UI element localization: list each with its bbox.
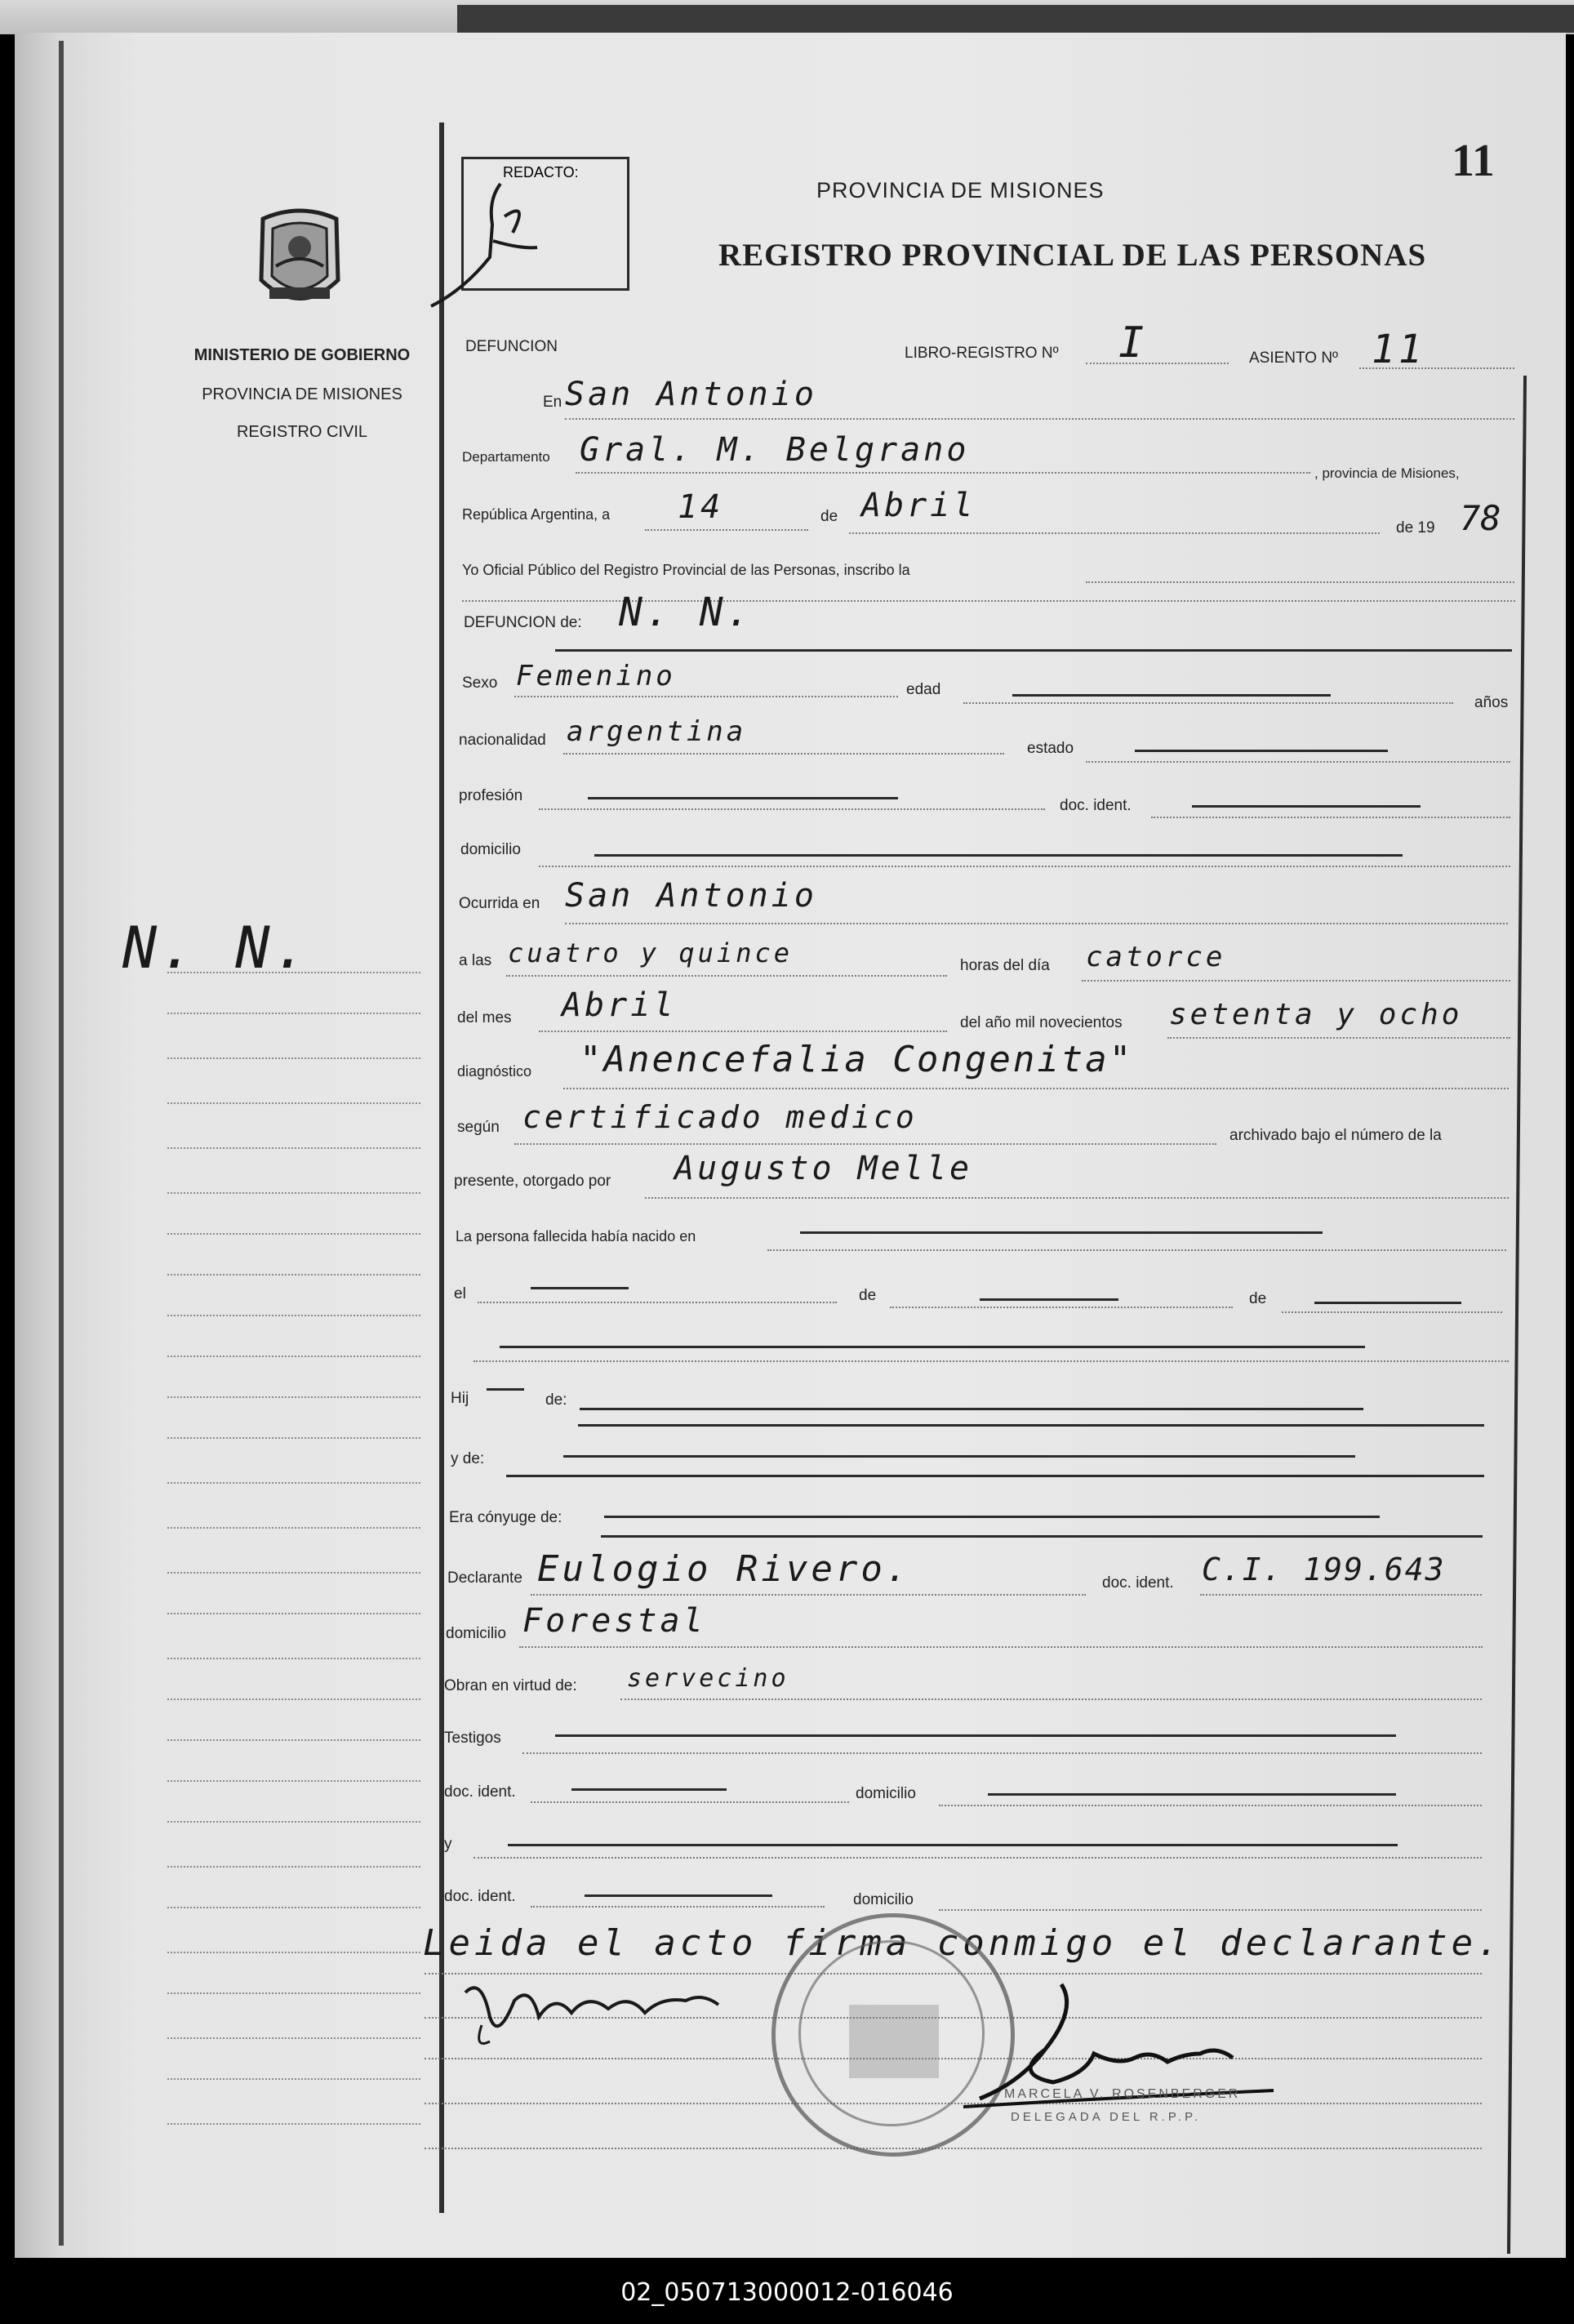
doc-ident-label: doc. ident. <box>1060 797 1132 814</box>
redacto-label: REDACTO: <box>503 164 579 180</box>
declarante-label: Declarante <box>447 1569 522 1587</box>
a-las-label: a las <box>459 952 492 969</box>
a-las-value: cuatro y quince <box>508 937 793 968</box>
domicilio-label: domicilio <box>460 841 521 858</box>
obran-label: Obran en virtud de: <box>444 1677 577 1694</box>
page-binding <box>59 41 64 2246</box>
asiento-label: ASIENTO Nº <box>1249 349 1338 367</box>
domicilio-label-2: domicilio <box>446 1625 506 1642</box>
redacto-initials-icon <box>415 167 570 323</box>
province-title: PROVINCIA DE MISIONES <box>816 178 1105 203</box>
sexo-value: Femenino <box>516 660 676 692</box>
domicilio-value: Forestal <box>522 1602 706 1640</box>
nacionalidad-label: nacionalidad <box>459 732 546 749</box>
nacionalidad-value: argentina <box>567 715 747 748</box>
republica-label: República Argentina, a <box>462 506 611 523</box>
en-value: San Antonio <box>565 376 817 413</box>
asiento-value: 11 <box>1372 327 1425 372</box>
redacto-box <box>461 157 629 291</box>
obran-value: servecino <box>627 1664 789 1693</box>
oficial-text: Yo Oficial Público del Registro Provincial de las Personas, inscribo la <box>462 562 910 578</box>
defuncion-label: DEFUNCION <box>465 338 558 355</box>
libro-value: I <box>1118 318 1148 367</box>
el-label: el <box>454 1285 466 1302</box>
del-mes-value: Abril <box>562 986 677 1024</box>
ministry-province: PROVINCIA DE MISIONES <box>202 385 402 403</box>
testigo1-domicilio-label: domicilio <box>856 1785 916 1802</box>
mes-value: Abril <box>861 487 976 524</box>
de-label: de <box>820 508 838 525</box>
stamp-center <box>849 2005 939 2078</box>
anio-mil-value: setenta y ocho <box>1169 998 1463 1031</box>
scanner-top-edge <box>0 0 1574 34</box>
defuncion-de-value: N. N. <box>619 590 754 635</box>
testigo1-doc-label: doc. ident. <box>444 1783 516 1801</box>
declarante-value: Eulogio Rivero. <box>537 1548 911 1590</box>
declarant-signature-icon <box>457 1968 735 2058</box>
anios-label: años <box>1474 694 1509 711</box>
conyuge-label: Era cónyuge de: <box>449 1509 562 1526</box>
del-mes-label: del mes <box>457 1009 512 1026</box>
stamp-name: MARCELA V. ROSENBERGER <box>1004 2087 1241 2101</box>
dia-value: 14 <box>678 488 724 526</box>
en-label: En <box>543 394 562 411</box>
de-label-2: de <box>859 1287 877 1304</box>
segun-label: según <box>457 1119 500 1136</box>
segun-value: certificado medico <box>522 1099 918 1135</box>
presente-label: presente, otorgado por <box>454 1173 611 1190</box>
page-number: 11 <box>1452 136 1495 186</box>
horas-dia-value: catorce <box>1086 941 1226 973</box>
y-de-label: y de: <box>451 1450 485 1467</box>
de-label-3: de <box>1249 1290 1267 1307</box>
profesion-label: profesión <box>459 787 523 804</box>
anio-value: 78 <box>1460 498 1501 538</box>
registry-title: REGISTRO PROVINCIAL DE LAS PERSONAS <box>718 238 1427 273</box>
ministry-office: REGISTRO CIVIL <box>236 423 368 441</box>
nacido-label: La persona fallecida había nacido en <box>456 1228 696 1244</box>
edad-label: edad <box>906 681 941 698</box>
declarante-doc-value: C.I. 199.643 <box>1202 1552 1446 1587</box>
hij-label: Hij <box>451 1390 469 1407</box>
testigo2-doc-label: doc. ident. <box>444 1888 516 1905</box>
estado-label: estado <box>1027 740 1074 757</box>
ocurrida-label: Ocurrida en <box>459 895 540 912</box>
libro-label: LIBRO-REGISTRO Nº <box>905 345 1059 362</box>
provincial-coat-of-arms-icon <box>247 203 353 321</box>
diagnostico-label: diagnóstico <box>457 1063 532 1080</box>
ministry-name: MINISTERIO DE GOBIERNO <box>193 346 411 364</box>
hij-de-label: de: <box>545 1391 567 1409</box>
diagnostico-value: "Anencefalia Congenita" <box>580 1039 1134 1080</box>
stamp-title: DELEGADA DEL R.P.P. <box>1011 2110 1202 2124</box>
anio-mil-label: del año mil novecientos <box>960 1014 1123 1031</box>
defuncion-de-label: DEFUNCION de: <box>464 614 582 631</box>
presente-value: Augusto Melle <box>674 1150 973 1187</box>
declarante-doc-label: doc. ident. <box>1102 1574 1174 1592</box>
testigo2-domicilio-label: domicilio <box>853 1891 914 1908</box>
closing-statement: Leida el acto firma conmigo el declarante. <box>423 1922 1503 1964</box>
sexo-label: Sexo <box>462 674 498 692</box>
ocurrida-value: San Antonio <box>565 877 817 915</box>
margin-note: N. N. <box>122 915 311 982</box>
horas-dia-label: horas del día <box>960 957 1050 974</box>
departamento-value: Gral. M. Belgrano <box>580 431 970 469</box>
archivado-label: archivado bajo el número de la <box>1229 1127 1442 1144</box>
y-label: y <box>444 1836 452 1853</box>
scan-filename: 02_050713000012-016046 <box>620 2278 954 2307</box>
testigos-label: Testigos <box>444 1730 501 1747</box>
departamento-label: Departamento <box>462 449 550 465</box>
de-19-label: de 19 <box>1396 519 1435 536</box>
provincia-label: , provincia de Misiones, <box>1314 465 1460 481</box>
